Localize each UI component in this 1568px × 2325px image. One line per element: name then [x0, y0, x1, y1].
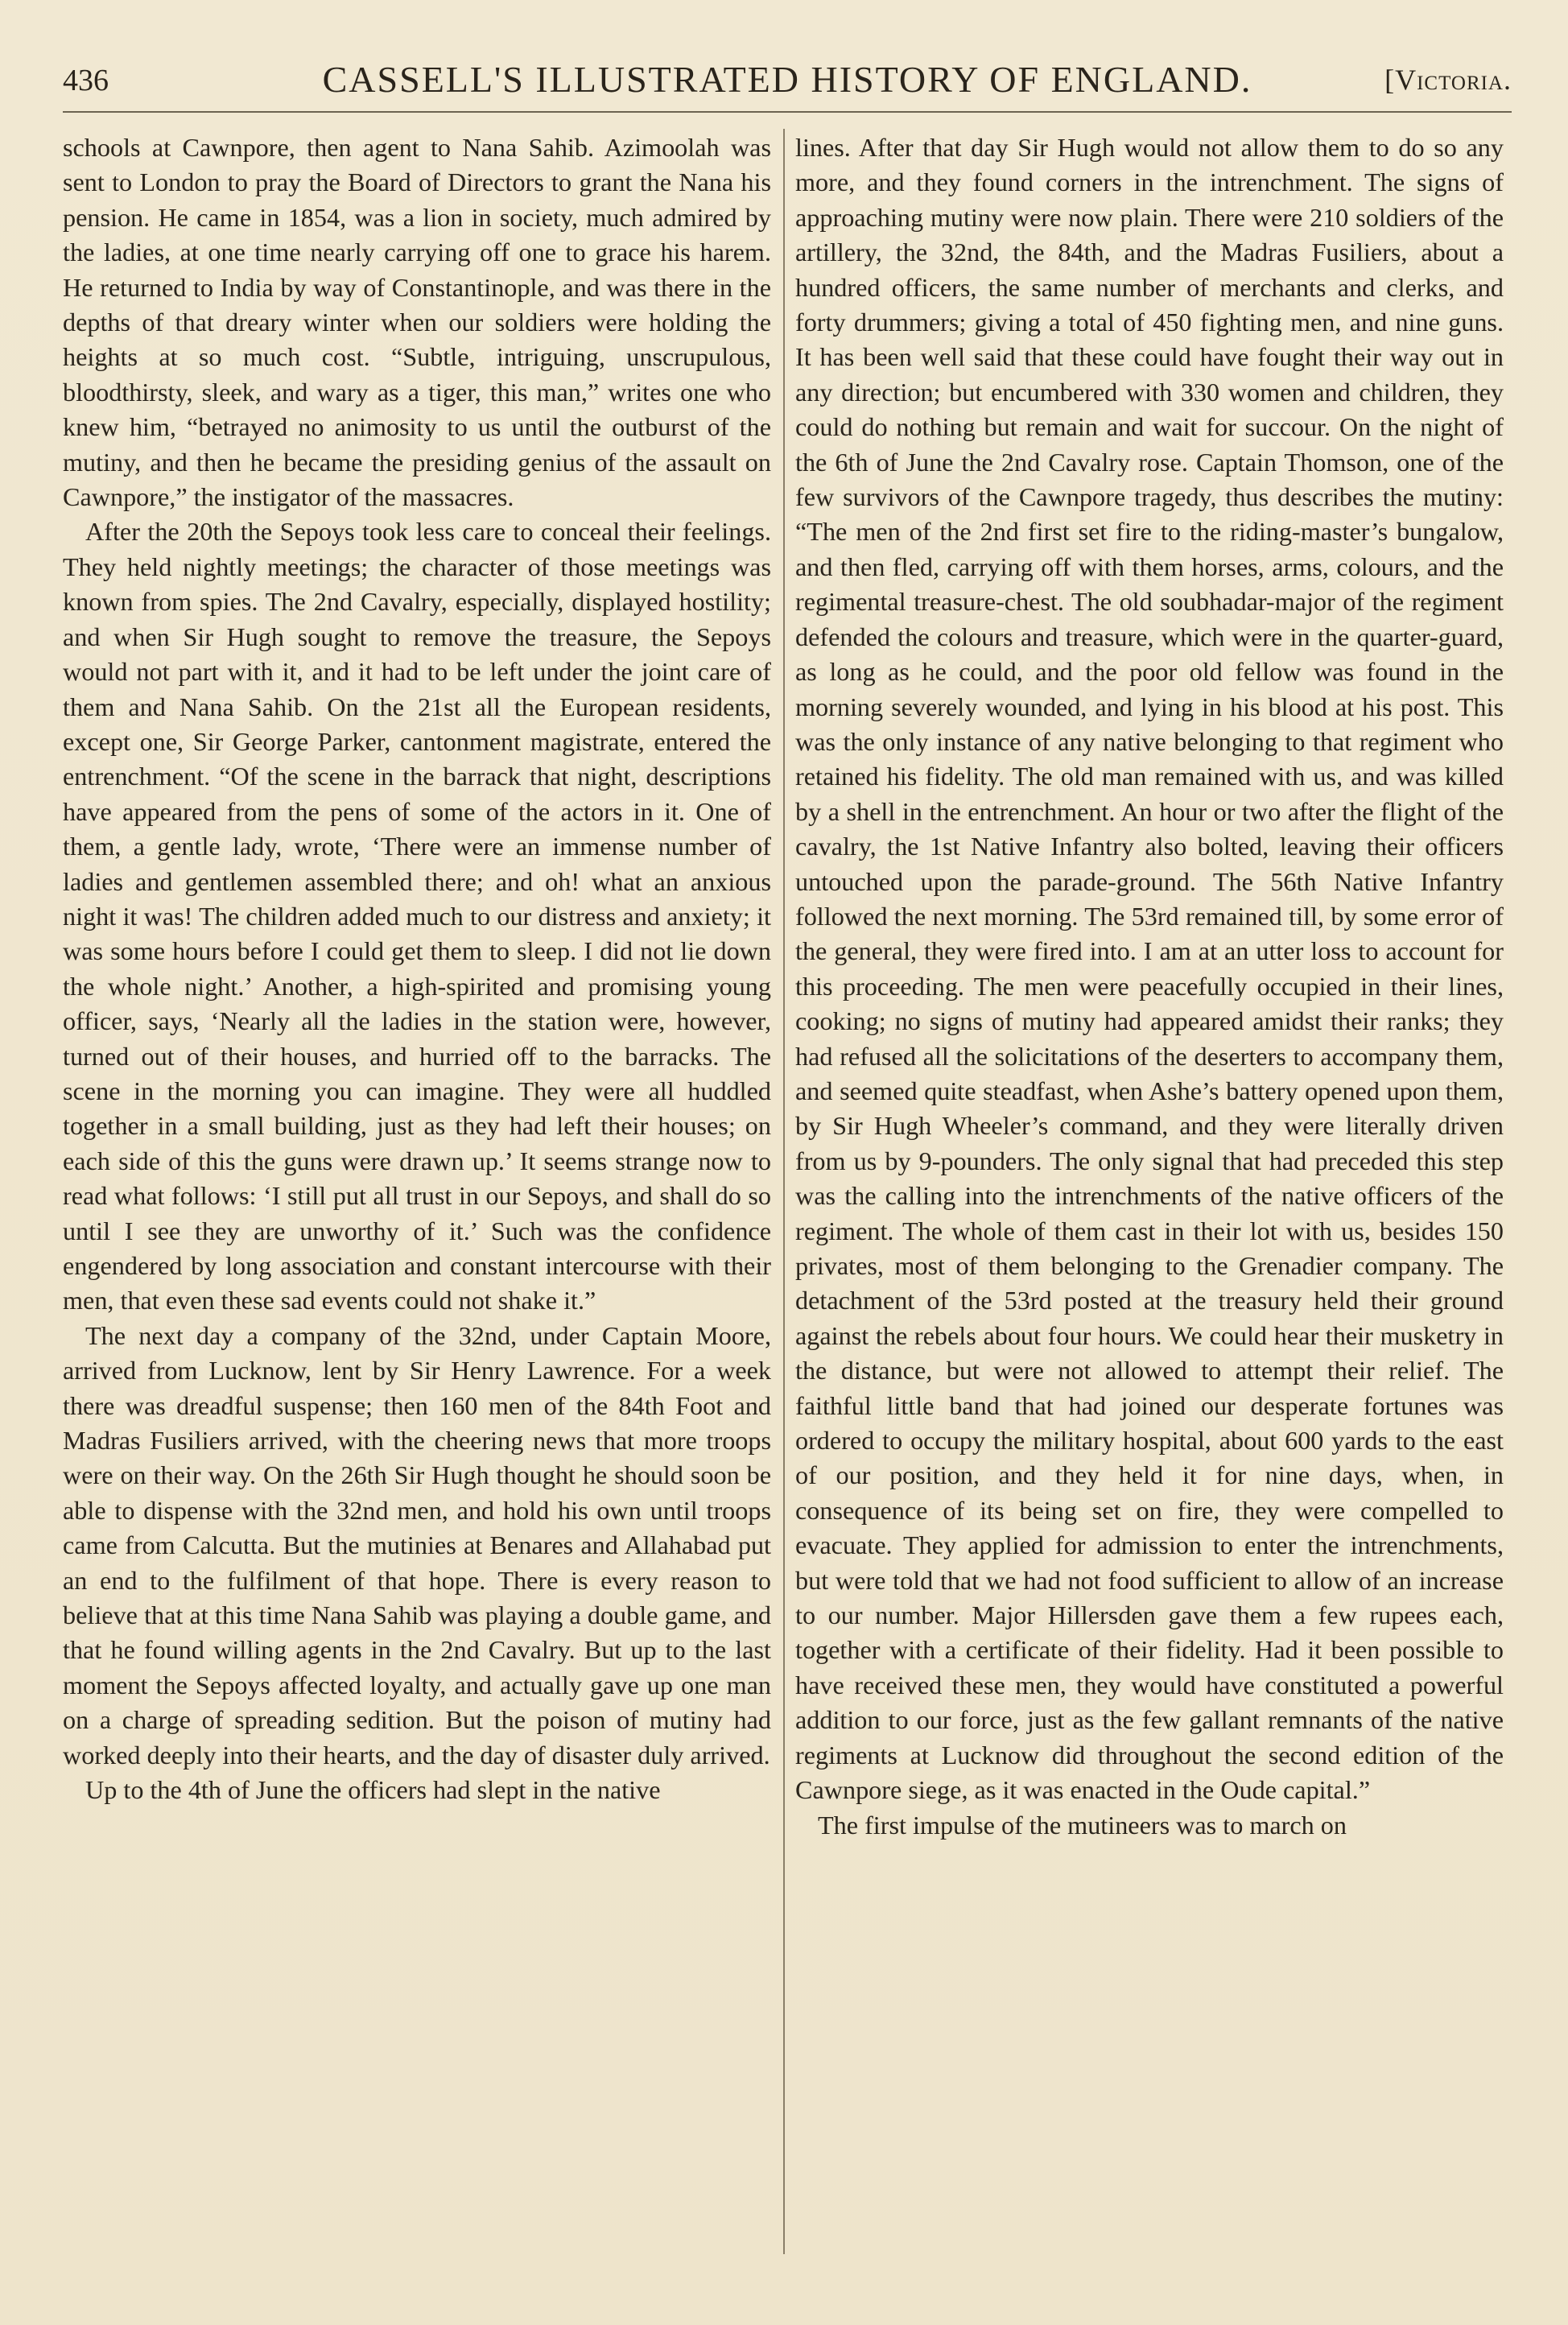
right-column: [795, 130, 1504, 2296]
paragraph: The first impulse of the mutineers was to march on: [818, 1810, 1347, 1840]
header-rule: [63, 111, 1512, 113]
paragraph: lines. After that day Sir Hugh would not allow them to do so any more, and they found corners in the intrenchment. The signs of approaching mutiny were now plain. There were 210 soldiers of the artillery, the 32nd, the 84th, and the Madras Fusiliers, about a hundred officers, the same number of merchants and clerks, and forty drummers; giving a total of 450 fighting men, and nine guns. It has been well said that these could have fought their way out in any direction; but encumbered with 330 women and children, they could do nothing but remain and wait for succour. On the night of the 6th of June the 2nd Cavalry rose. Captain Thomson, one of the few survivors of the Cawnpore tragedy, thus describes the mutiny: “The men of the 2nd first set fire to the riding-master’s bungalow, and then fled, carrying off with them horses, arms, colours, and the regimental treasure-chest. The old soubhadar-major of the regiment defended the colours and treasure, which were in the quarter-guard, as long as he could, and the poor old fellow was found in the morning severely wounded, and lying in his blood at his post. This was the only instance of any native belonging to that regiment who retained his fidelity. The old man remained with us, and was killed by a shell in the entrenchment. An hour or two after the flight of the cavalry, the 1st Native Infantry also bolted, leaving their officers untouched upon the parade-ground. The 56th Native Infantry followed the next morning. The 53rd remained till, by some error of the general, they were fired into. I am at an utter loss to account for this proceeding. The men were peacefully occupied in their lines, cooking; no signs of mutiny had appeared amidst their ranks; they had refused all the solicitations of the deserters to accompany them, and seemed quite steadfast, when Ashe’s battery opened upon them, by Sir Hugh Wheeler’s command, and they were literally driven from us by 9-pounders. The only signal that had preceded this step was the calling into the intrenchments of the native officers of the regiment. The whole of them cast in their lot with us, besides 150 privates, most of them belonging to the Grenadier company. The detachment of the 53rd posted at the treasury held their ground against the rebels about four hours. We could hear their musketry in the distance, but were not allowed to attempt their relief. The faithful little band that had joined our desperate fortunes was ordered to occupy the military hospital, about 600 yards to the east of our position, and they held it for nine days, when, in consequence of its being set on fire, they were compelled to evacuate. They applied for admission to enter the intrenchments, but were told that we had not food sufficient to allow of an increase to our number. Major Hillersden gave them a few rupees each, together with a certificate of their fidelity. Had it been possible to have received these men, they would have constituted a powerful addition to our force, just as the few gallant remnants of the native regiments at Lucknow did throughout the second edition of the Cawnpore siege, as it was enacted in the Oude capital.”: [795, 133, 1504, 1805]
running-header: [63, 58, 1512, 106]
paragraph: The next day a company of the 32nd, under Captain Moore, arrived from Lucknow, lent by Sir Henry Lawrence. For a week there was dreadful suspense; then 160 men of the 84th Foot and Madras Fusiliers arrived, with the cheering news that more troops were on their way. On the 26th Sir Hugh thought he should soon be able to dispense with the 32nd men, and hold his own until troops came from Calcutta. But the mutinies at Benares and Allahabad put an end to the fulfilment of that hope. There is every reason to believe that at this time Nana Sahib was playing a double game, and that he found willing agents in the 2nd Cavalry. But up to the last moment the Sepoys affected loyalty, and actually gave up one man on a charge of spreading sedition. But the poison of mutiny had worked deeply into their hearts, and the day of disaster duly arrived.: [63, 1320, 771, 1770]
paragraph: schools at Cawnpore, then agent to Nana Sahib. Azimoolah was sent to London to pray the Board of Directors to grant the Nana his pension. He came in 1854, was a lion in society, much admired by the ladies, at one time nearly carrying off one to grace his harem. He returned to India by way of Constantinople, and was there in the depths of that dreary winter when our soldiers were holding the heights at so much cost. “Subtle, intriguing, unscrupulous, bloodthirsty, sleek, and wary as a tiger, this man,” writes one who knew him, “betrayed no animosity to us until the outburst of the mutiny, and then he became the presiding genius of the assault on Cawnpore,” the instigator of the massacres.: [63, 133, 771, 512]
column-divider: [783, 129, 785, 2254]
page-title: CASSELL'S ILLUSTRATED HISTORY OF ENGLAND.: [322, 59, 1252, 100]
reign-label: [Victoria.: [1384, 64, 1512, 96]
paragraph: Up to the 4th of June the officers had slept in the native: [85, 1775, 661, 1805]
page-number: 436: [63, 64, 109, 97]
left-column: [63, 130, 771, 2296]
paragraph: After the 20th the Sepoys took less care to conceal their feelings. They held nightly meetings; the character of those meetings was known from spies. The 2nd Cavalry, especially, displayed hostility; and when Sir Hugh sought to remove the treasure, the Sepoys would not part with it, and it had to be left under the joint care of them and Nana Sahib. On the 21st all the European residents, except one, Sir George Parker, cantonment magistrate, entered the entrenchment. “Of the scene in the barrack that night, descriptions have appeared from the pens of some of the actors in it. One of them, a gentle lady, wrote, ‘There were an immense number of ladies and gentlemen assembled there; and oh! what an anxious night it was! The children added much to our distress and anxiety; it was some hours before I could get them to sleep. I did not lie down the whole night.’ Another, a high-spirited and promising young officer, says, ‘Nearly all the ladies in the station were, however, turned out of their houses, and hurried off to the barracks. The scene in the morning you can imagine. They were all huddled together in a small building, just as they had left their houses; on each side of this the guns were drawn up.’ It seems strange now to read what follows: ‘I still put all trust in our Sepoys, and shall do so until I see they are unworthy of it.’ Such was the confidence engendered by long association and constant intercourse with their men, that even these sad events could not shake it.”: [63, 517, 771, 1315]
